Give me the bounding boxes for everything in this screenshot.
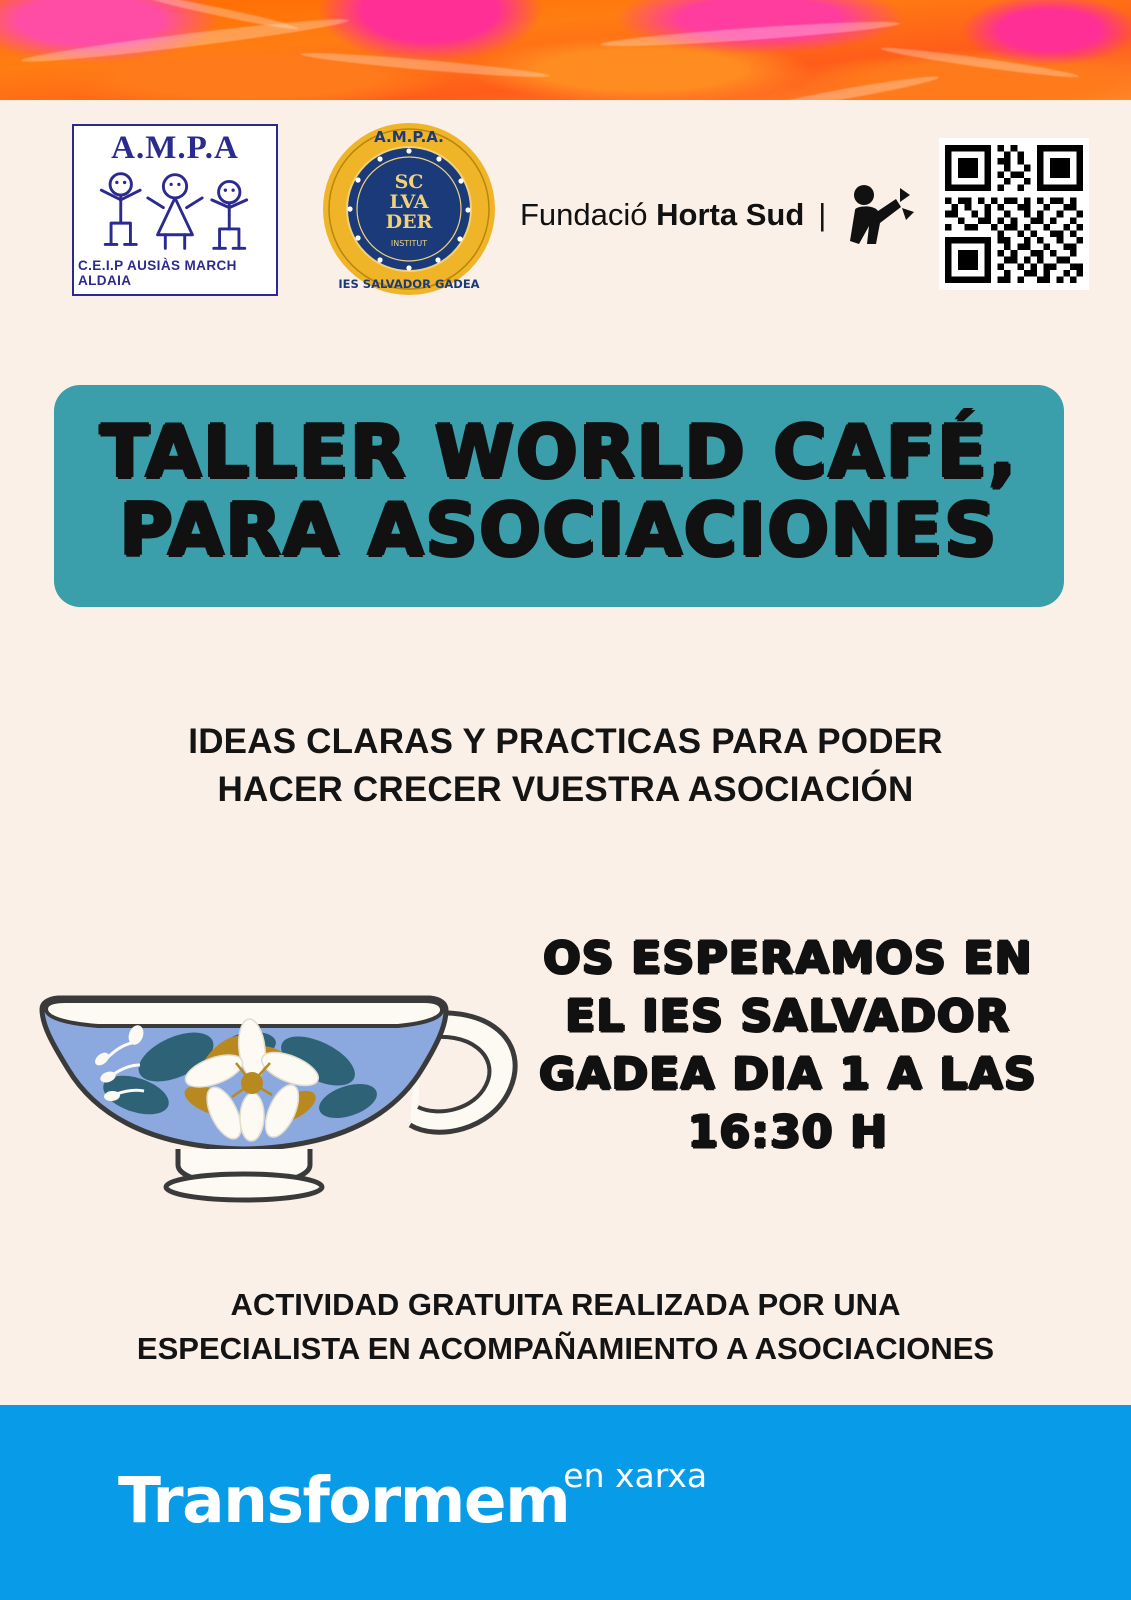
svg-text:SC: SC (394, 171, 424, 193)
brush-streak (600, 18, 900, 51)
teacup-with-flower-icon (18, 965, 538, 1225)
transformem-brand-sub: en xarxa (563, 1456, 708, 1495)
activity-note-line-2: ESPECIALISTA EN ACOMPAÑAMIENTO A ASOCIACIONES (136, 1331, 995, 1367)
poster-subtitle-line-2: HACER CRECER VUESTRA ASOCIACIÓN (217, 770, 914, 810)
logo-row (0, 112, 1131, 302)
activity-note-line-1: ACTIVIDAD GRATUITA REALIZADA POR UNA (230, 1287, 901, 1322)
event-line-3: GADEA DIA 1 A LAS (539, 1049, 1037, 1101)
transformem-logo (118, 1456, 708, 1537)
event-line-2: EL IES SALVADOR (565, 991, 1011, 1043)
svg-text:DER: DER (385, 211, 433, 233)
ampa-ceip-title: A.M.P.A (111, 130, 239, 166)
svg-text:IES SALVADOR GADEA: IES SALVADOR GADEA (338, 277, 480, 291)
brush-streak (300, 49, 550, 81)
brush-streak (760, 72, 939, 100)
horta-sud-divider: | (818, 197, 827, 232)
horta-sud-text-bold: Horta Sud (656, 197, 805, 232)
horta-sud-figure-icon (840, 182, 918, 248)
transformem-brand-main: Transformem (118, 1464, 570, 1537)
svg-text:INSTITUT: INSTITUT (390, 239, 428, 248)
ies-salvador-gadea-seal-icon (320, 120, 498, 298)
decorative-top-band (0, 0, 1131, 100)
horta-sud-text (520, 197, 804, 233)
event-line-4: 16:30 H (687, 1107, 889, 1159)
svg-text:LVA: LVA (389, 191, 429, 213)
ampa-ceip-subtitle: C.E.I.P AUSIÀS MARCH ALDAIA (78, 258, 237, 288)
poster-title-line-2: PARA ASOCIACIONES (119, 488, 999, 572)
logo-horta-sud (520, 182, 918, 248)
poster-title-line-1: TALLER WORLD CAFÉ, (100, 410, 1018, 495)
poster-subtitle-line-1: IDEAS CLARAS Y PRACTICAS PARA PODER (188, 722, 943, 761)
horta-sud-text-light: Fundació (520, 197, 648, 232)
title-banner (54, 385, 1064, 607)
poster-subtitle (0, 718, 1131, 815)
event-details (523, 930, 1053, 1162)
brush-streak (880, 44, 1079, 81)
brush-streak (20, 14, 349, 67)
qr-code-icon[interactable] (945, 144, 1083, 284)
logo-ampa-ceip (72, 124, 278, 296)
event-line-1: OS ESPERAMOS EN (543, 933, 1033, 984)
footer-band (0, 1405, 1131, 1600)
activity-note (0, 1283, 1131, 1371)
family-figures-icon (85, 165, 265, 258)
svg-text:A.M.P.A.: A.M.P.A. (374, 128, 444, 146)
qr-code[interactable] (939, 138, 1089, 290)
